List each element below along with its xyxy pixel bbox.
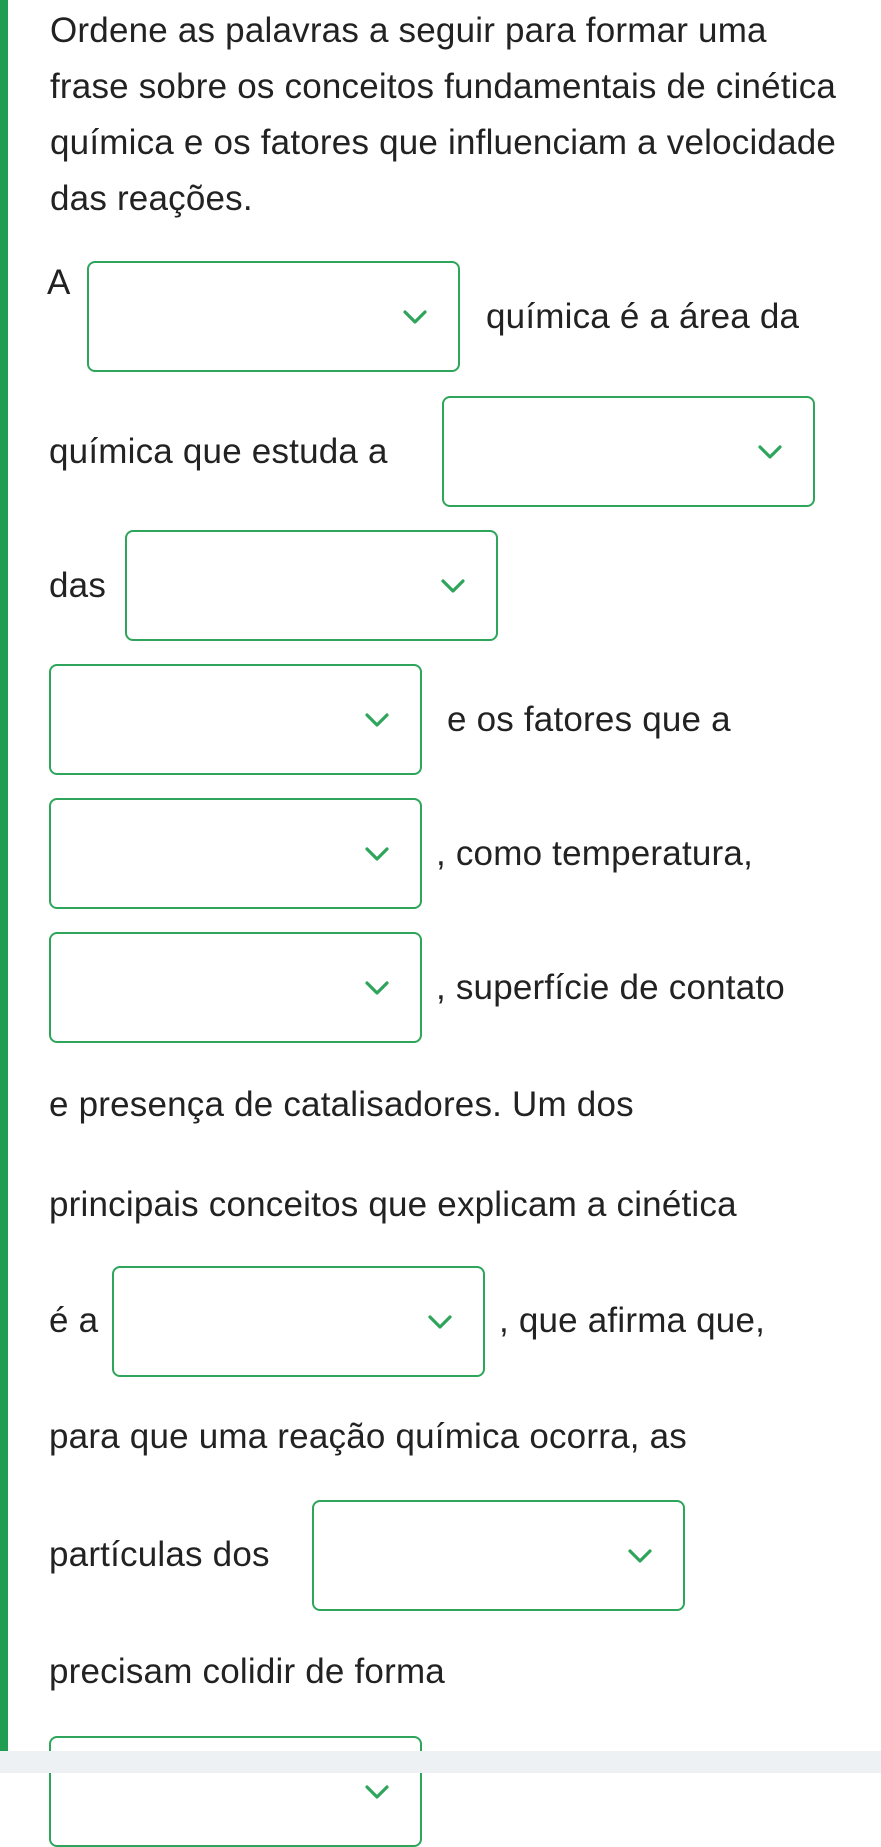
sentence-text: , como temperatura, xyxy=(436,834,753,873)
sentence-text: precisam colidir de forma xyxy=(49,1652,445,1691)
dropdown-1[interactable] xyxy=(87,261,460,372)
accent-bar xyxy=(0,0,8,1773)
sentence-text: principais conceitos que explicam a cinética xyxy=(49,1185,737,1224)
dropdown-6[interactable] xyxy=(49,932,422,1043)
dropdown-5[interactable] xyxy=(49,798,422,909)
sentence-text: das xyxy=(49,566,107,605)
chevron-down-icon xyxy=(427,1314,453,1330)
chevron-down-icon xyxy=(364,846,390,862)
chevron-down-icon xyxy=(757,444,783,460)
sentence-text: , que afirma que, xyxy=(499,1301,766,1340)
chevron-down-icon xyxy=(364,712,390,728)
sentence-text: química é a área da xyxy=(486,297,800,336)
dropdown-2[interactable] xyxy=(442,396,815,507)
chevron-down-icon xyxy=(440,578,466,594)
dropdown-8[interactable] xyxy=(312,1500,685,1611)
sentence-text: é a xyxy=(49,1301,99,1340)
sentence-text: partículas dos xyxy=(49,1535,270,1574)
instruction-text: Ordene as palavras a seguir para formar uma frase sobre os conceitos fundamentais de cinética química e os fatores que influenciam a velocidade das reações. xyxy=(50,11,837,218)
chevron-down-icon xyxy=(627,1548,653,1564)
sentence-text: , superfície de contato xyxy=(436,968,785,1007)
chevron-down-icon xyxy=(364,980,390,996)
chevron-down-icon xyxy=(402,309,428,325)
chevron-down-icon xyxy=(364,1784,390,1800)
sentence-text: para que uma reação química ocorra, as xyxy=(49,1417,687,1456)
sentence-text: e presença de catalisadores. Um dos xyxy=(49,1085,634,1124)
sentence-text: química que estuda a xyxy=(49,432,388,471)
dropdown-3[interactable] xyxy=(125,530,498,641)
dropdown-7[interactable] xyxy=(112,1266,485,1377)
sentence-text: e os fatores que a xyxy=(447,700,731,739)
dropdown-4[interactable] xyxy=(49,664,422,775)
bottom-strip xyxy=(0,1751,881,1773)
sentence-text: A xyxy=(47,263,71,302)
